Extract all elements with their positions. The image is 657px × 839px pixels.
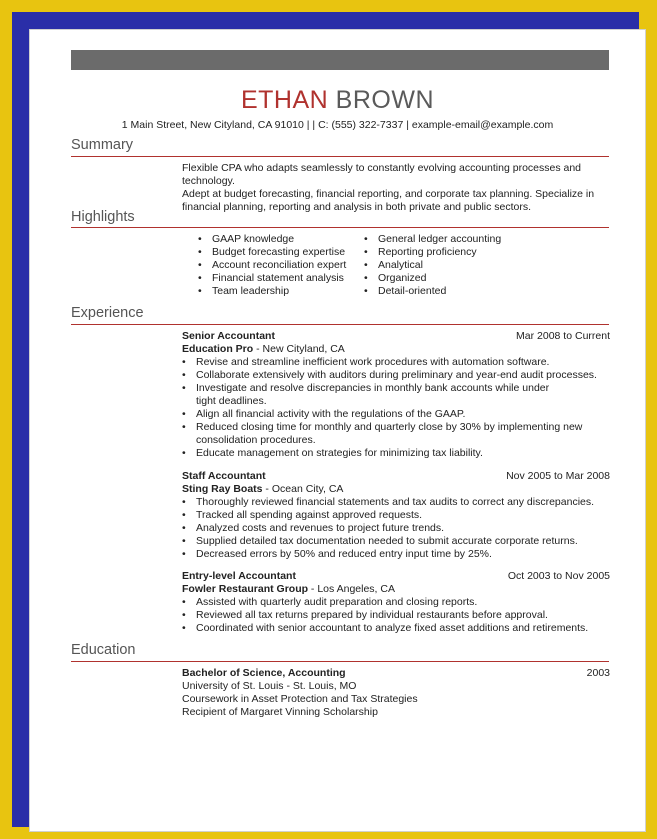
job-bullet: • Decreased errors by 50% and reduced entry input time by 25%. xyxy=(180,548,610,561)
school: University of St. Louis - St. Louis, MO xyxy=(182,680,357,692)
section-divider xyxy=(71,156,609,157)
job-dates: Oct 2003 to Nov 2005 xyxy=(507,570,610,582)
highlight-item: • Analytical xyxy=(362,259,542,272)
job-bullet: • Educate management on strategies for minimizing tax liability. xyxy=(180,447,610,460)
job-bullets xyxy=(196,596,610,635)
highlight-item: • Financial statement analysis xyxy=(196,272,376,285)
section-title-summary: Summary xyxy=(71,137,134,153)
highlight-item: • Reporting proficiency xyxy=(362,246,542,259)
job-bullet: • Reviewed all tax returns prepared by individual restaurants before approval. xyxy=(180,609,610,622)
highlight-item: • Organized xyxy=(362,272,542,285)
coursework: Coursework in Asset Protection and Tax Strategies xyxy=(182,693,418,705)
job-header xyxy=(182,330,610,356)
job-title: Staff Accountant xyxy=(182,470,266,482)
company-location: - Los Angeles, CA xyxy=(308,583,395,595)
section-divider xyxy=(71,661,609,662)
highlight-item: • General ledger accounting xyxy=(362,233,542,246)
job-header xyxy=(182,470,610,496)
candidate-name xyxy=(29,86,646,115)
company-name: Fowler Restaurant Group xyxy=(182,583,309,595)
section-title-experience: Experience xyxy=(71,305,144,321)
education-entry xyxy=(182,667,610,719)
highlight-item: • Account reconciliation expert xyxy=(196,259,376,272)
section-divider xyxy=(71,324,609,325)
job-bullet: • Assisted with quarterly audit preparation and closing reports. xyxy=(180,596,610,609)
job-bullet: • Tracked all spending against approved requests. xyxy=(180,509,610,522)
contact-info: 1 Main Street, New Cityland, CA 91010 | | C: (555) 322-7337 | example-email@example.com xyxy=(121,119,554,131)
resume-page xyxy=(29,29,646,832)
award: Recipient of Margaret Vinning Scholarship xyxy=(182,706,378,718)
company-name: Education Pro xyxy=(182,343,254,355)
last-name: BROWN xyxy=(335,86,434,114)
job-bullet: • Revise and streamline inefficient work procedures with automation software. xyxy=(180,356,610,369)
highlight-item: • Team leadership xyxy=(196,285,376,298)
job-bullet: • Thoroughly reviewed financial statements and tax audits to correct any discrepancies. xyxy=(180,496,610,509)
job-bullet: • Align all financial activity with the regulations of the GAAP. xyxy=(180,408,610,421)
first-name: ETHAN xyxy=(240,86,329,114)
job-bullet: • Reduced closing time for monthly and quarterly close by 30% by implementing new consolidation procedures. xyxy=(180,421,590,447)
job-dates: Nov 2005 to Mar 2008 xyxy=(506,470,610,482)
page-frame xyxy=(12,12,639,827)
job-bullet: • Analyzed costs and revenues to project future trends. xyxy=(180,522,610,535)
highlights-left-column xyxy=(196,233,376,298)
job-dates: Mar 2008 to Current xyxy=(516,330,610,342)
job-bullet: • Coordinated with senior accountant to analyze fixed asset additions and retirements. xyxy=(180,622,610,635)
company-location: - New Cityland, CA xyxy=(253,343,345,355)
job-bullet: • Collaborate extensively with auditors during preliminary and year-end audit processes. xyxy=(180,369,610,382)
graduation-year: 2003 xyxy=(586,667,610,679)
section-title-highlights: Highlights xyxy=(71,209,135,225)
section-divider xyxy=(71,227,609,228)
summary-line: Adept at budget forecasting, financial reporting, and corporate tax planning. Specialize in xyxy=(182,188,595,200)
highlight-item: • Detail-oriented xyxy=(362,285,542,298)
highlight-item: • GAAP knowledge xyxy=(196,233,376,246)
summary-text xyxy=(182,162,612,214)
highlight-item: • Budget forecasting expertise xyxy=(196,246,376,259)
job-bullet: • Investigate and resolve discrepancies in monthly bank accounts while under tight deadlines. xyxy=(180,382,570,408)
job-title: Entry-level Accountant xyxy=(182,570,296,582)
degree: Bachelor of Science, Accounting xyxy=(182,667,346,679)
job-title: Senior Accountant xyxy=(182,330,275,342)
highlights-right-column xyxy=(362,233,542,298)
summary-line: Flexible CPA who adapts seamlessly to constantly evolving accounting processes and technology. xyxy=(182,162,582,187)
job-bullets xyxy=(196,496,610,561)
header-bar xyxy=(71,50,609,70)
job-bullet: • Supplied detailed tax documentation needed to submit accurate corporate returns. xyxy=(180,535,610,548)
company-location: - Ocean City, CA xyxy=(262,483,344,495)
summary-line: financial planning, reporting and analysis in both private and public sectors. xyxy=(182,201,532,213)
job-bullets xyxy=(196,356,610,460)
section-title-education: Education xyxy=(71,642,136,658)
job-header xyxy=(182,570,610,596)
company-name: Sting Ray Boats xyxy=(182,483,263,495)
